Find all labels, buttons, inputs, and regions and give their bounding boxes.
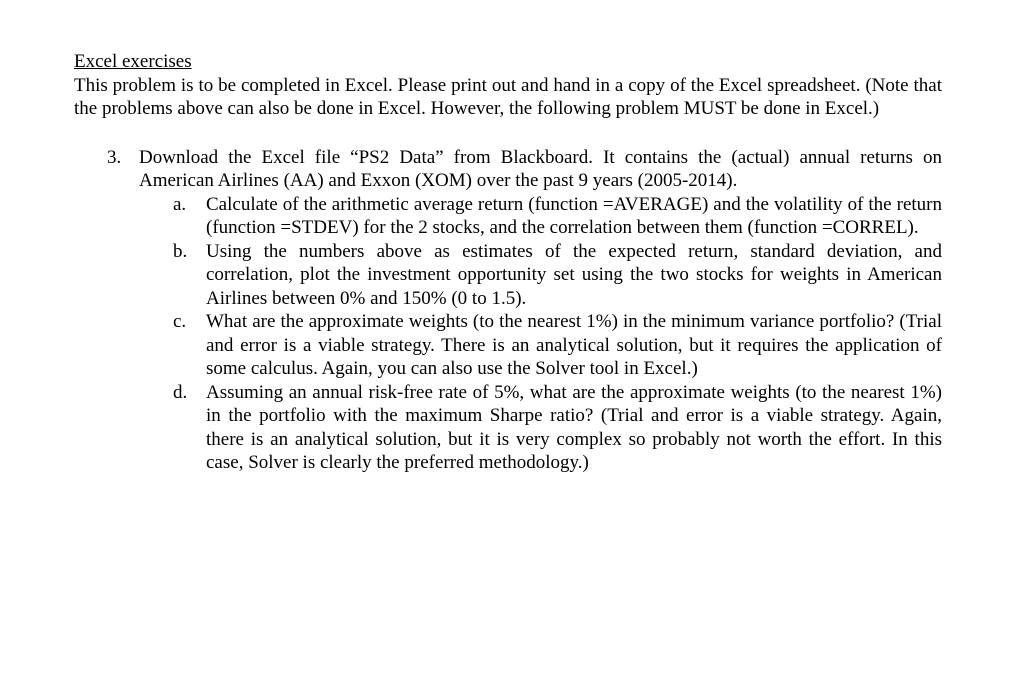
subitem-a	[139, 193, 942, 240]
subitem-c	[139, 310, 942, 381]
subitem-list	[139, 193, 942, 475]
subitem-text: Calculate of the arithmetic average return (function =AVERAGE) and the volatility of the return (function =STDEV) for the 2 stocks, and the correlation between them (function =CORREL).	[206, 193, 942, 238]
section-heading: Excel exercises	[74, 51, 192, 72]
subitem-d	[139, 381, 942, 475]
subitem-text: Using the numbers above as estimates of the expected return, standard deviation, and correlation, plot the investment opportunity set using the two stocks for weights in American Airlines between 0% and 150% (0 to 1.5).	[206, 240, 942, 309]
problem-3	[74, 146, 942, 475]
intro-paragraph: This problem is to be completed in Excel. Please print out and hand in a copy of the Excel spreadsheet. (Note that the problems above can also be done in Excel. However, the following problem MUST be done in Excel.)	[74, 74, 942, 119]
subitem-b	[139, 240, 942, 311]
subitem-letter: c.	[173, 311, 187, 332]
document-page	[74, 50, 942, 475]
subitem-letter: b.	[173, 240, 188, 262]
subitem-letter: a.	[173, 193, 187, 215]
subitem-letter: d.	[173, 381, 188, 403]
subitem-text: Assuming an annual risk-free rate of 5%, what are the approximate weights (to the nearest 1%) in the portfolio with the maximum Sharpe ratio? (Trial and error is a viable strategy. Again, there is an analytical solution, but it is very complex so probably not worth the effort. In this case, Solver is clearly the preferred methodology.)	[206, 381, 942, 473]
problem-text: Download the Excel file “PS2 Data” from Blackboard. It contains the (actual) annual returns on American Airlines (AA) and Exxon (XOM) over the past 9 years (2005-2014).	[139, 146, 942, 191]
problem-number: 3.	[107, 146, 122, 168]
subitem-text: What are the approximate weights (to the nearest 1%) in the minimum variance portfolio? (Trial and error is a viable strategy. There is an analytical solution, but it requires the application of some calculus. Again, you can also use the Solver tool in Excel.)	[206, 311, 942, 379]
